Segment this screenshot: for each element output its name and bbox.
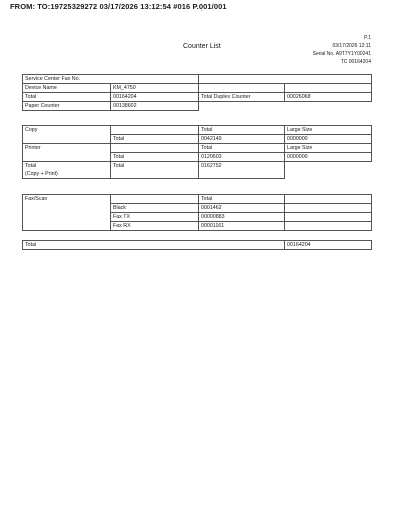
empty-cell [23, 135, 111, 144]
combined-total-sublabel: Total [111, 162, 199, 179]
copy-total-label: Total [111, 135, 199, 144]
table-row [23, 213, 372, 222]
empty-cell [111, 126, 199, 135]
empty-cell [285, 204, 372, 213]
copy-large-header: Large Size [285, 126, 372, 135]
empty-cell [199, 84, 285, 93]
copy-label: Copy [23, 126, 111, 135]
empty-cell [285, 222, 372, 231]
fax-scan-total-header: Total [199, 195, 285, 204]
printer-large-value: 0000000 [285, 153, 372, 162]
table-row [23, 204, 372, 213]
table-row [23, 126, 372, 135]
copy-large-value: 0000000 [285, 135, 372, 144]
empty-cell [285, 195, 372, 204]
device-name-value: KM_4750 [111, 84, 199, 93]
printer-total-header: Total [199, 144, 285, 153]
empty-cell [111, 195, 199, 204]
paper-counter-value: 00138602 [111, 102, 199, 111]
page-title: Counter List [183, 43, 221, 50]
table-row [23, 144, 372, 153]
report-date: 03/17/2026 12:11 [332, 43, 371, 49]
printer-label: Printer [23, 144, 111, 153]
grand-total-value: 00164204 [285, 241, 372, 250]
fax-scan-table [22, 194, 372, 231]
table-row [23, 93, 372, 102]
copy-total-header: Total [199, 126, 285, 135]
copy-total-value: 0042149 [199, 135, 285, 144]
empty-cell [23, 222, 111, 231]
device-name-label: Device Name [23, 84, 111, 93]
empty-cell [199, 102, 285, 111]
empty-cell [23, 204, 111, 213]
empty-cell [23, 213, 111, 222]
printer-total-value: 0120603 [199, 153, 285, 162]
table-row [23, 84, 372, 93]
table-row [23, 75, 372, 84]
paper-counter-label: Paper Counter [23, 102, 111, 111]
black-value: 0001462 [199, 204, 285, 213]
combined-total-value: 0162752 [199, 162, 285, 179]
printer-total-label: Total [111, 153, 199, 162]
page-number: P.1 [364, 35, 371, 41]
fax-tx-value: 00000883 [199, 213, 285, 222]
grand-total-table [22, 240, 372, 250]
copy-printer-table [22, 125, 372, 179]
tc-number: TC 00164204 [340, 59, 371, 65]
empty-cell [111, 144, 199, 153]
duplex-value: 00026068 [285, 93, 372, 102]
printer-large-header: Large Size [285, 144, 372, 153]
grand-total-label: Total [23, 241, 285, 250]
fax-mark: ' [201, 10, 202, 16]
table-row [23, 162, 372, 179]
table-row [23, 153, 372, 162]
combined-total-label [23, 162, 111, 179]
general-counter-table [22, 74, 372, 111]
fax-rx-value: 00001161 [199, 222, 285, 231]
service-fax-value [199, 75, 372, 84]
fax-transmission-header: FROM: TO:19725329272 03/17/2026 13:12:54 #016 P.001/001 [10, 2, 227, 11]
combined-total-line-2: (Copy + Print) [25, 171, 58, 177]
black-label: Black [111, 204, 199, 213]
combined-total-line-1: Total [25, 163, 37, 169]
empty-cell [285, 213, 372, 222]
table-row [23, 102, 372, 111]
service-fax-label: Service Center Fax No. [23, 75, 199, 84]
empty-cell [285, 84, 372, 93]
table-row [23, 135, 372, 144]
fax-tx-label: Fax TX [111, 213, 199, 222]
total-value: 00164204 [111, 93, 199, 102]
empty-cell [285, 102, 372, 111]
table-row [23, 241, 372, 250]
duplex-label: Total Duplex Counter [199, 93, 285, 102]
table-row [23, 195, 372, 204]
fax-scan-label: Fax/Scan [23, 195, 111, 204]
empty-cell [23, 153, 111, 162]
empty-cell [285, 162, 372, 179]
serial-number: Serial No. A9T7Y1Y00241 [312, 51, 371, 57]
total-label: Total [23, 93, 111, 102]
table-row [23, 222, 372, 231]
fax-rx-label: Fax RX [111, 222, 199, 231]
